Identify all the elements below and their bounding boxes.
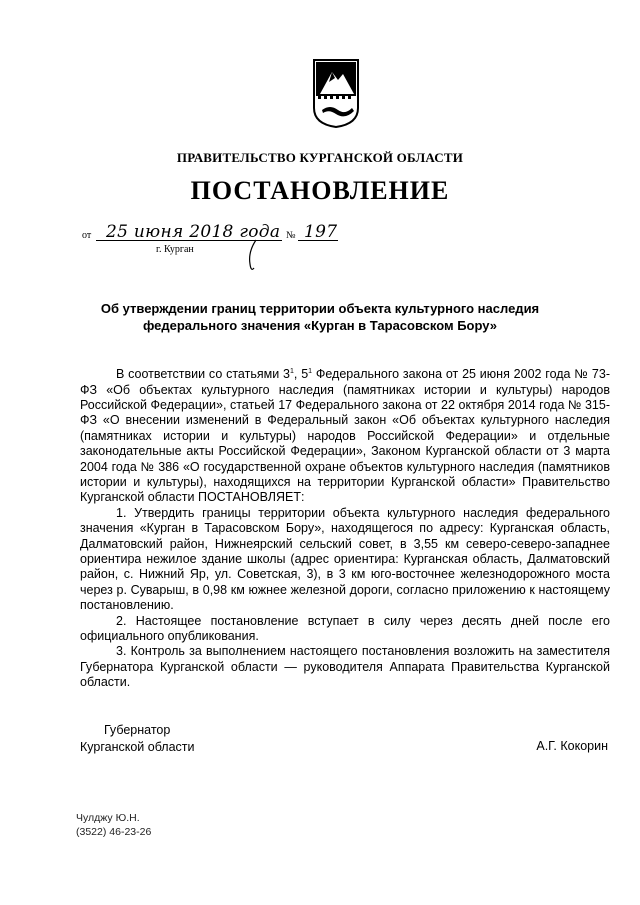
organization-name: ПРАВИТЕЛЬСТВО КУРГАНСКОЙ ОБЛАСТИ <box>176 150 464 165</box>
city-label: г. Курган <box>156 244 194 255</box>
number-handwritten: 197 <box>304 222 338 242</box>
document-title <box>90 300 550 334</box>
title-line: федерального значения «Курган в Тарасовском Бору» <box>142 318 498 333</box>
document-meta <box>82 224 362 274</box>
signatory-name: А.Г. Кокорин <box>536 739 608 753</box>
decision-item-3: 3. Контроль за выполнением настоящего постановления возложить на заместителя Губернатора Курганской области — руководителя Аппарата Правительства Курганской области. <box>80 644 610 690</box>
document-body <box>80 364 610 691</box>
date-handwritten: 25 июня 2018 года <box>106 222 281 242</box>
executor-contact <box>76 811 151 839</box>
number-underline <box>298 240 338 241</box>
handwriting-stroke <box>242 238 266 274</box>
signatory-position <box>80 722 195 756</box>
decision-item-1: 1. Утвердить границы территории объекта культурного наследия федерального значения «Курган в Тарасовском Бору», находящегося по адресу: Курганская область, Далматовский район, Нижнеярский сельский совет, в 3,55 км северо-северо-западнее ориентира нежилое здание школы (адрес ориентира: Курганская область, Далматовский район, с. Нижний Яр, ул. Советская, 3), в 3 км юго-восточнее железнодорожного моста через р. Суварыш, в 0,98 км южнее железной дороги, согласно приложению к настоящему постановлению. <box>80 505 610 613</box>
number-prefix: № <box>286 230 296 241</box>
position-line: Губернатор <box>104 723 171 737</box>
date-prefix: от <box>82 230 92 241</box>
executor-name: Чулджу Ю.Н. <box>76 812 140 824</box>
executor-phone: (3522) 46-23-26 <box>76 826 152 838</box>
preamble-paragraph: В соответствии со статьями $3^1$, $5^1$ Федерального закона от 25 июня 2002 года № 73-ФЗ «Об объектах культурного наследия (памятниках истории и культуры) народов Российской Федерации», статьей 17 Федерального закона от 22 октября 2014 года № 315-ФЗ «О внесении изменений в Федеральный закон «Об объектах культурного наследия (памятниках истории и культуры) народов Российской Федерации» и отдельные законодательные акты Российской Федерации», Законом Курганской области от 3 марта 2004 года № 386 «О государственной охране объектов культурного наследия (памятников истории и культуры), находящихся на территории Курганской области» Правительство Курганской области ПОСТАНОВЛЯЕТ: <box>80 367 610 505</box>
title-line: Об утверждении границ территории объекта культурного наследия <box>100 301 540 316</box>
decision-item-2: 2. Настоящее постановление вступает в силу через десять дней после его официального опубликования. <box>80 613 610 644</box>
coat-of-arms-icon <box>312 58 360 128</box>
document-type: ПОСТАНОВЛЕНИЕ <box>190 176 450 205</box>
position-line: Курганской области <box>80 740 195 754</box>
